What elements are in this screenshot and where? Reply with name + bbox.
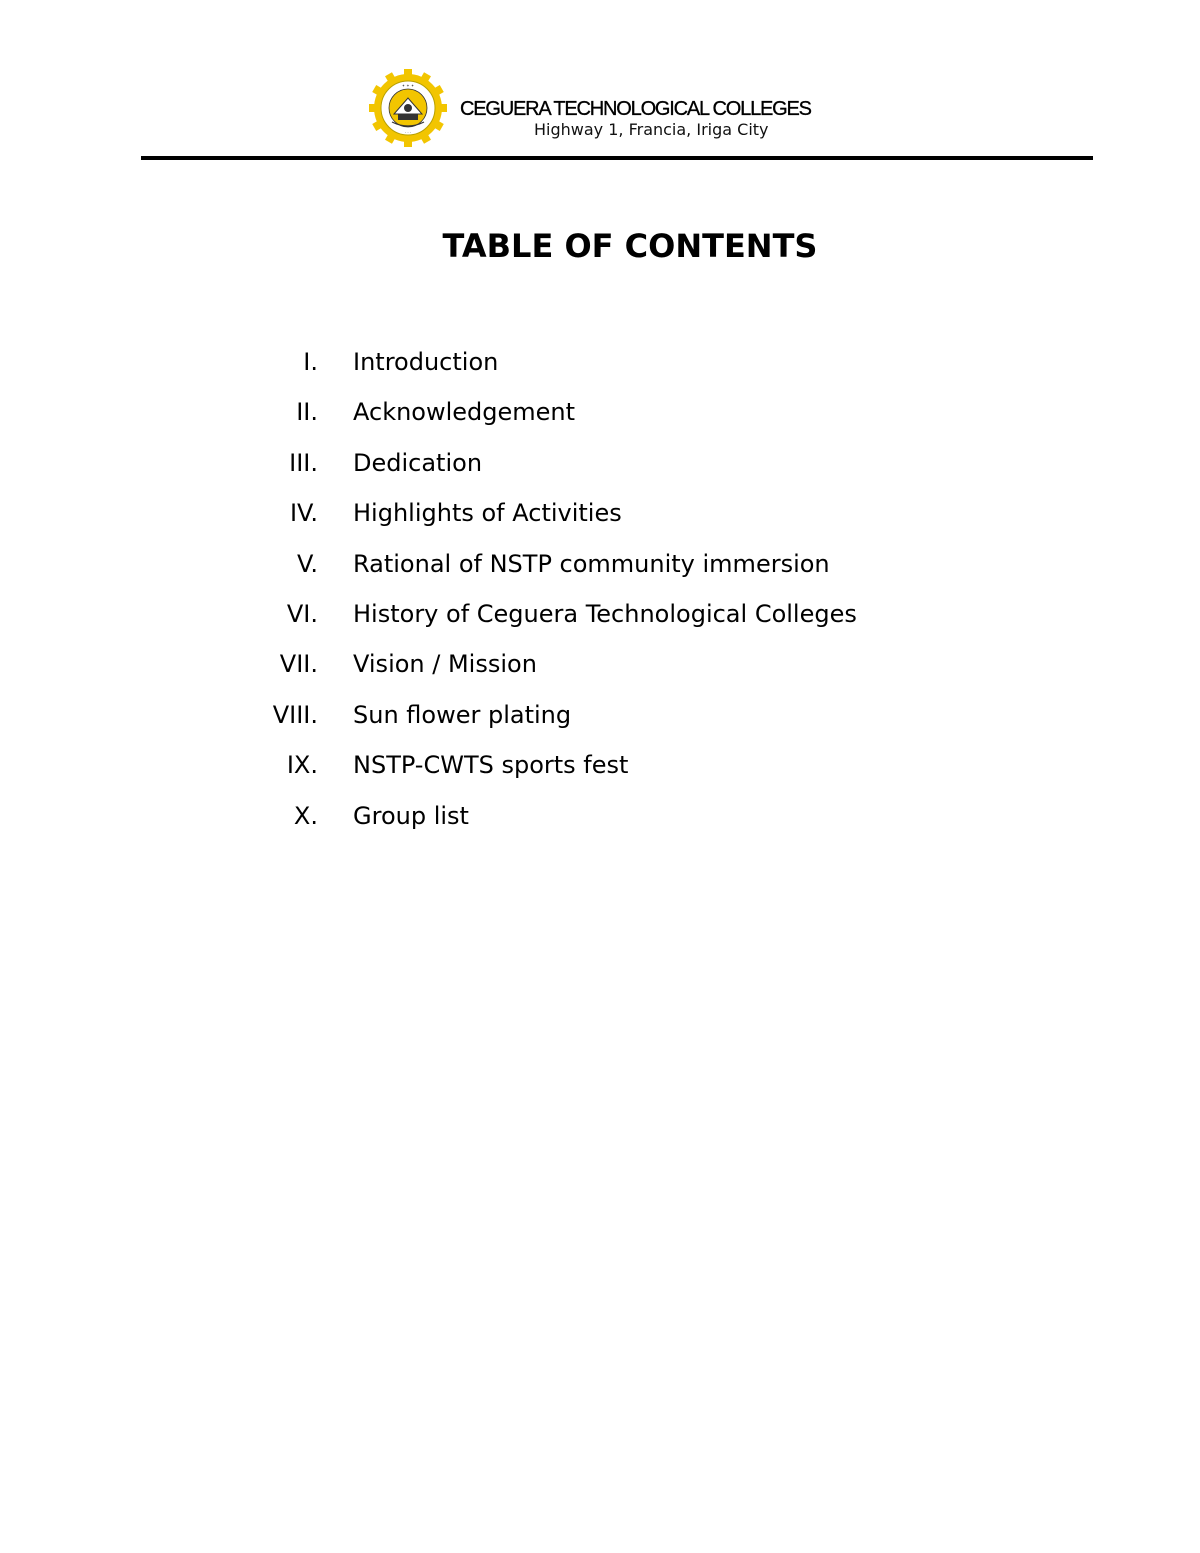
toc-item-label: Acknowledgement [353,398,576,427]
toc-item-number: IV. [289,499,318,528]
toc-item-label: Group list [353,801,469,830]
letterhead-text [460,98,860,140]
toc-item [0,443,1200,493]
toc-item-number: VI. [286,599,318,628]
college-name: CEGUERA TECHNOLOGICAL COLLEGES [460,98,811,120]
toc-item-number: II. [296,398,318,427]
toc-item-label: Sun flower plating [353,700,572,729]
toc-item [0,392,1200,442]
toc-item [0,342,1200,392]
svg-text:✦ ✦ ✦: ✦ ✦ ✦ [401,83,415,88]
toc-item-number: X. [293,801,318,830]
toc-item [0,544,1200,594]
toc-item-label: Vision / Mission [353,650,537,679]
toc-item-label: Introduction [353,348,499,376]
toc-list [0,342,1200,846]
toc-item [0,644,1200,694]
toc-item [0,695,1200,745]
college-address: Highway 1, Francia, Iriga City [534,120,769,139]
toc-item-label: Rational of NSTP community immersion [353,549,830,578]
toc-item [0,796,1200,846]
toc-item-label: History of Ceguera Technological Colleges [353,599,857,628]
toc-item-label: Highlights of Activities [353,499,622,528]
toc-item-number: V. [297,549,318,578]
toc-item [0,745,1200,795]
header-divider [141,156,1093,160]
svg-text:· · ·: · · · [404,130,412,135]
toc-item-number: VII. [279,650,318,679]
toc-item-label: NSTP-CWTS sports fest [353,751,629,780]
toc-item-number: I. [303,348,318,376]
page-title: TABLE OF CONTENTS [442,227,818,265]
toc-item-number: IX. [286,751,318,780]
college-seal-icon [368,68,448,148]
letterhead [0,68,1200,150]
toc-item [0,493,1200,543]
toc-item-number: III. [289,448,318,477]
toc-item-label: Dedication [353,448,483,477]
toc-item-number: VIII. [272,700,318,729]
toc-item [0,594,1200,644]
